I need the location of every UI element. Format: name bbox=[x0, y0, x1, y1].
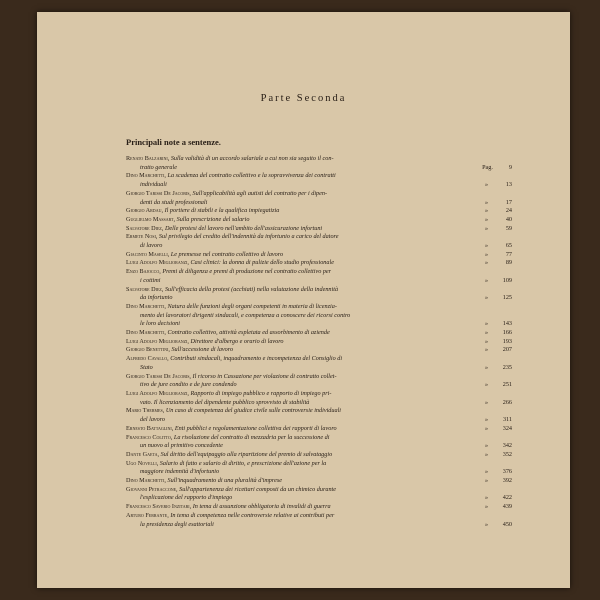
page-number-value: 207 bbox=[502, 346, 512, 354]
page-number-value: 59 bbox=[505, 224, 512, 232]
entry-title: Sul diritto dell'equipaggio alla ripartizione del premio di salvataggio bbox=[160, 450, 333, 458]
ditto-mark: » bbox=[485, 495, 488, 502]
entry-line bbox=[126, 155, 496, 164]
entry-line bbox=[126, 503, 512, 512]
entry-title: del lavoro bbox=[140, 416, 166, 424]
entry-author: Luigi Adolfo Miglioranzi, bbox=[126, 337, 189, 345]
index-entry bbox=[126, 424, 512, 434]
index-entry bbox=[126, 215, 512, 225]
entry-page-number bbox=[506, 225, 512, 234]
entry-line bbox=[126, 520, 512, 530]
entry-line bbox=[126, 460, 496, 469]
entry-title: di lavoro bbox=[140, 242, 163, 250]
entry-line bbox=[126, 329, 512, 338]
index-entry bbox=[126, 511, 512, 529]
entry-title: un nuovo al primitivo concedente bbox=[140, 442, 223, 450]
entry-page-number bbox=[503, 329, 512, 338]
page-number-value: 125 bbox=[502, 294, 512, 302]
ditto-mark: » bbox=[485, 425, 488, 432]
page-number-value: 324 bbox=[502, 424, 512, 432]
entry-author: Guglielmo Massart, bbox=[126, 215, 176, 223]
entry-title: In tema di assunzione obbligatoria di invalidi di guerra bbox=[192, 503, 331, 511]
entry-page-number bbox=[506, 251, 512, 260]
entry-title: Contratto collettivo, attività espletata ed assorbimento di aziende bbox=[167, 329, 330, 337]
entry-line bbox=[126, 320, 512, 329]
index-entry bbox=[126, 355, 512, 372]
entry-title: Sull'applicabilità agli autisti del contratto per i dipen- bbox=[192, 189, 328, 197]
page-number-value: 24 bbox=[505, 207, 512, 215]
entry-title: Sull'accessione di lavoro bbox=[171, 346, 234, 354]
book-page bbox=[37, 12, 570, 588]
entry-title: Casi clinici: la donna di pulizie dello studio professionale bbox=[190, 259, 334, 267]
entry-title: Premi di diligenza e premi di produzione nel contratto collettivo per bbox=[162, 268, 332, 276]
index-entry bbox=[126, 259, 512, 268]
ditto-mark: » bbox=[485, 364, 488, 371]
entry-author: Francesco Saverio Inzitari, bbox=[126, 503, 192, 511]
index-entry bbox=[126, 477, 512, 486]
page-number-value: 193 bbox=[502, 337, 512, 345]
entry-author: Salvatore Diez, bbox=[126, 224, 164, 232]
ditto-mark: » bbox=[485, 260, 488, 267]
index-entry bbox=[126, 372, 512, 390]
entry-line bbox=[126, 416, 512, 425]
entry-title: La risoluzione del contratto di mezzadria per la successione di bbox=[173, 433, 330, 441]
entry-line bbox=[126, 198, 512, 208]
ditto-mark: » bbox=[485, 182, 488, 189]
page-number-value: 251 bbox=[502, 381, 512, 389]
entry-author: Giacinto Maselli, bbox=[126, 250, 170, 258]
index-entry bbox=[126, 450, 512, 460]
index-entry bbox=[126, 189, 512, 207]
entry-title: mento dei lavoratori dirigenti sindacali, e competenza a conoscere dei ricorsi contro bbox=[140, 311, 351, 319]
entry-line bbox=[126, 494, 512, 503]
ditto-mark: » bbox=[485, 330, 488, 337]
entry-page-number bbox=[506, 199, 512, 208]
entry-title: Salario di fatto e salario di diritto, e prescrizione dell'azione per la bbox=[159, 459, 327, 467]
entry-page-number bbox=[503, 503, 512, 512]
ditto-mark: » bbox=[485, 243, 488, 250]
entry-line bbox=[126, 337, 512, 347]
entry-author: Luigi Adolfo Miglioranzi, bbox=[126, 389, 189, 397]
page-number-value: 422 bbox=[502, 494, 512, 502]
entry-line bbox=[126, 276, 512, 286]
entry-page-number bbox=[506, 242, 512, 251]
index-entry bbox=[126, 503, 512, 512]
entry-title: Sulla validità di un accordo salariale a cui non sia seguito il con- bbox=[170, 155, 334, 162]
entry-page-number bbox=[503, 468, 512, 477]
entry-page-number bbox=[506, 216, 512, 225]
entry-title: Stato bbox=[140, 363, 153, 371]
entry-page-number bbox=[503, 399, 512, 408]
ditto-mark: » bbox=[485, 338, 488, 345]
index-entry bbox=[126, 485, 512, 503]
entry-title: Rapporto di impiego pubblico e rapporto di impiego pri- bbox=[190, 389, 332, 397]
page-number-value: 376 bbox=[502, 468, 512, 476]
entry-line bbox=[126, 346, 512, 355]
page-number-value: 266 bbox=[502, 398, 512, 406]
entry-title: l'esplicazione del rapporto d'impiego bbox=[140, 494, 233, 502]
entry-page-number bbox=[503, 364, 512, 373]
page-number-value: 392 bbox=[502, 477, 512, 485]
entry-title: individuali bbox=[140, 181, 167, 189]
entry-author: Giorgio Benettini, bbox=[126, 346, 170, 354]
ditto-mark: » bbox=[485, 451, 488, 458]
entry-page-number bbox=[503, 477, 512, 486]
page-number-value: 166 bbox=[502, 329, 512, 337]
entry-line bbox=[126, 312, 496, 321]
entry-page-number bbox=[506, 181, 512, 190]
entry-title: Sull'appartenenza dei ricettari composti da un chimico durante bbox=[179, 485, 337, 493]
entry-author: Giorgio Ardau, bbox=[126, 207, 164, 215]
entry-title: Direttore d'albergo e orario di lavoro bbox=[190, 337, 284, 345]
entry-title: Sull'efficacia della protesi (acchiati) nella valutazione della indennità bbox=[164, 285, 339, 293]
ditto-mark: » bbox=[485, 277, 488, 284]
entry-page-number bbox=[503, 425, 512, 434]
index-entry bbox=[126, 337, 512, 347]
entry-line bbox=[126, 224, 512, 234]
entry-page-number bbox=[482, 164, 512, 173]
index-entry bbox=[126, 346, 512, 355]
index-entry bbox=[126, 389, 512, 407]
page-number-value: 17 bbox=[505, 198, 512, 206]
entry-line bbox=[126, 181, 512, 190]
index-entry bbox=[126, 233, 512, 250]
entry-author: Giorgio Tarissi De Jacobis, bbox=[126, 372, 191, 380]
page-number-value: 13 bbox=[505, 181, 512, 189]
entry-author: Renato Balzarini, bbox=[126, 155, 170, 162]
entry-line bbox=[126, 233, 496, 242]
entry-author: Ugo Novelli, bbox=[126, 459, 159, 467]
index-entry bbox=[126, 224, 512, 234]
ditto-mark: » bbox=[485, 208, 488, 215]
entry-line bbox=[126, 390, 496, 399]
page-number-value: 65 bbox=[505, 242, 512, 250]
entry-line bbox=[126, 286, 496, 295]
entry-line bbox=[126, 163, 512, 173]
index-entry bbox=[126, 268, 512, 285]
entry-line bbox=[126, 268, 496, 277]
page-number-value: 235 bbox=[502, 363, 512, 371]
entry-title: La scadenza del contratto collettivo e la sopravvivenza dei contratti bbox=[167, 172, 336, 180]
entry-page-number bbox=[503, 451, 512, 460]
ditto-mark: » bbox=[485, 504, 488, 511]
page-number-value: 311 bbox=[502, 416, 512, 424]
entry-line bbox=[126, 373, 496, 382]
entry-page-number bbox=[503, 381, 512, 390]
index-entry bbox=[126, 329, 512, 338]
ditto-mark: » bbox=[485, 347, 488, 354]
entry-author: Mario Thermes, bbox=[126, 407, 165, 415]
entry-author: Giorgio Tarissi De Jacobis, bbox=[126, 189, 191, 197]
entry-line bbox=[126, 434, 496, 443]
entry-line bbox=[126, 398, 512, 408]
entry-line bbox=[126, 259, 512, 268]
page-prefix: Pag. bbox=[482, 163, 493, 171]
entry-line bbox=[126, 294, 512, 303]
entry-line bbox=[126, 477, 512, 486]
entry-author: Luigi Adolfo Miglioranzi, bbox=[126, 259, 189, 267]
ditto-mark: » bbox=[485, 443, 488, 450]
ditto-mark: » bbox=[485, 199, 488, 206]
entry-title: Le premesse nel contratto collettivo di lavoro bbox=[170, 250, 284, 258]
ditto-mark: » bbox=[485, 225, 488, 232]
entry-title: denti da studi professionali bbox=[140, 198, 208, 206]
ditto-mark: » bbox=[485, 417, 488, 424]
entry-title: i cottimi bbox=[140, 276, 161, 284]
ditto-mark: » bbox=[485, 478, 488, 485]
entry-line bbox=[126, 407, 496, 416]
entry-author: Dino Marchetti, bbox=[126, 477, 166, 485]
entry-title: vato. Il licenziamento del dipendente pubblico sprovvisto di stabilità bbox=[140, 398, 310, 406]
entry-author: Dino Marchetti, bbox=[126, 302, 166, 310]
entry-title: maggiore indennità d'infortunio bbox=[140, 468, 220, 476]
page-number-value: 143 bbox=[502, 320, 512, 328]
part-heading: Parte Seconda bbox=[260, 93, 347, 104]
entry-line bbox=[126, 207, 512, 216]
entry-title: tivo de jure condito e de jure condendo bbox=[140, 381, 237, 389]
index-entry bbox=[126, 285, 512, 303]
entry-title: Sull'inquadramento di una pluralità d'imprese bbox=[167, 477, 282, 485]
page-number-value: 77 bbox=[505, 250, 512, 258]
index-entry bbox=[126, 407, 512, 424]
entry-line bbox=[126, 424, 512, 434]
page-number-value: 342 bbox=[502, 442, 512, 450]
index-entry bbox=[126, 207, 512, 216]
entry-author: Dante Gaeta, bbox=[126, 450, 160, 458]
entry-title: Il ricorso in Cassazione per violazione di contratto collet- bbox=[192, 372, 337, 380]
entry-page-number bbox=[506, 207, 512, 216]
entry-author: Ernesto Battaglini, bbox=[126, 424, 174, 432]
entry-author: Ermete Nosi, bbox=[126, 233, 158, 241]
entry-line bbox=[126, 450, 512, 460]
entry-title: Un caso di competenza del giudice civile sulle controversie individuali bbox=[165, 407, 342, 415]
entry-title: Enti pubblici e regolamentazione collettiva dei rapporti di lavoro bbox=[174, 424, 337, 432]
index-entry bbox=[126, 155, 512, 172]
entry-author: Salvatore Diez, bbox=[126, 285, 164, 293]
page-number-value: 109 bbox=[502, 276, 512, 284]
entry-page-number bbox=[503, 416, 512, 425]
entry-title: Delle protesi del lavoro nell'ambito dell'assicurazione infortuni bbox=[164, 224, 323, 232]
entry-line bbox=[126, 486, 496, 495]
entry-page-number bbox=[503, 521, 512, 530]
entry-title: le loro decisioni bbox=[140, 320, 180, 328]
entry-line bbox=[126, 355, 496, 364]
ditto-mark: » bbox=[485, 321, 488, 328]
entry-page-number bbox=[503, 346, 512, 355]
index-entry bbox=[126, 459, 512, 477]
entry-author: Enzo Bajocco, bbox=[126, 268, 161, 276]
entry-line bbox=[126, 303, 496, 312]
entry-page-number bbox=[503, 442, 512, 451]
entry-page-number bbox=[503, 277, 512, 286]
entry-line bbox=[126, 250, 512, 260]
entry-author: Arturo Ferrante, bbox=[126, 511, 169, 519]
index-entry bbox=[126, 302, 512, 329]
entry-page-number bbox=[503, 294, 512, 303]
entry-title: tratto generale bbox=[140, 163, 177, 171]
entry-line bbox=[126, 363, 512, 373]
ditto-mark: » bbox=[485, 251, 488, 258]
ditto-mark: » bbox=[485, 216, 488, 223]
entry-page-number bbox=[506, 259, 512, 268]
entry-title: In tema di competenza nelle controversie relative ai contributi per bbox=[170, 511, 335, 519]
entry-title: la presidenza degli esattoriali bbox=[140, 520, 214, 528]
entry-page-number bbox=[503, 494, 512, 503]
entry-line bbox=[126, 381, 512, 390]
entry-line bbox=[126, 242, 512, 251]
entry-title: Il portiere di stabili e la qualifica impiegatizia bbox=[164, 207, 280, 215]
entry-line bbox=[126, 442, 512, 451]
page-number-value: 439 bbox=[502, 503, 512, 511]
entry-author: Giovanni Petraccone, bbox=[126, 485, 178, 493]
ditto-mark: » bbox=[485, 469, 488, 476]
entry-title: Natura delle funzioni degli organi competenti in materia di licenzia- bbox=[167, 302, 337, 310]
entry-title: Sulla prescrizione del salario bbox=[176, 215, 250, 223]
section-title: Principali note a sentenze. bbox=[126, 137, 221, 147]
ditto-mark: » bbox=[485, 521, 488, 528]
entry-line bbox=[126, 468, 512, 477]
index-entry bbox=[126, 433, 512, 451]
entry-page-number bbox=[503, 338, 512, 347]
entry-title: da infortunio bbox=[140, 294, 173, 302]
index-entry bbox=[126, 250, 512, 260]
entries-list bbox=[126, 155, 512, 529]
entry-author: Alfredo Cavallo, bbox=[126, 355, 169, 363]
page-number-value: 450 bbox=[502, 520, 512, 528]
entry-author: Dino Marchetti, bbox=[126, 329, 166, 337]
page-number-value: 89 bbox=[505, 259, 512, 267]
entry-line bbox=[126, 172, 496, 181]
index-entry bbox=[126, 172, 512, 189]
entry-title: Contributi sindacali, inquadramento e incompetenza del Consiglio di bbox=[170, 355, 343, 363]
page-number-value: 352 bbox=[502, 450, 512, 458]
entry-line bbox=[126, 512, 496, 521]
entry-author: Francesco Colitto, bbox=[126, 433, 173, 441]
entry-line bbox=[126, 215, 512, 225]
ditto-mark: » bbox=[485, 399, 488, 406]
entry-page-number bbox=[503, 320, 512, 329]
page-number-value: 9 bbox=[508, 163, 512, 171]
ditto-mark: » bbox=[485, 382, 488, 389]
entry-author: Dino Marchetti, bbox=[126, 172, 166, 180]
entry-title: Sul privilegio del credito dell'indennità da infortunio a carico del datore bbox=[158, 233, 339, 241]
ditto-mark: » bbox=[485, 295, 488, 302]
entry-line bbox=[126, 190, 496, 199]
page-number-value: 40 bbox=[505, 215, 512, 223]
